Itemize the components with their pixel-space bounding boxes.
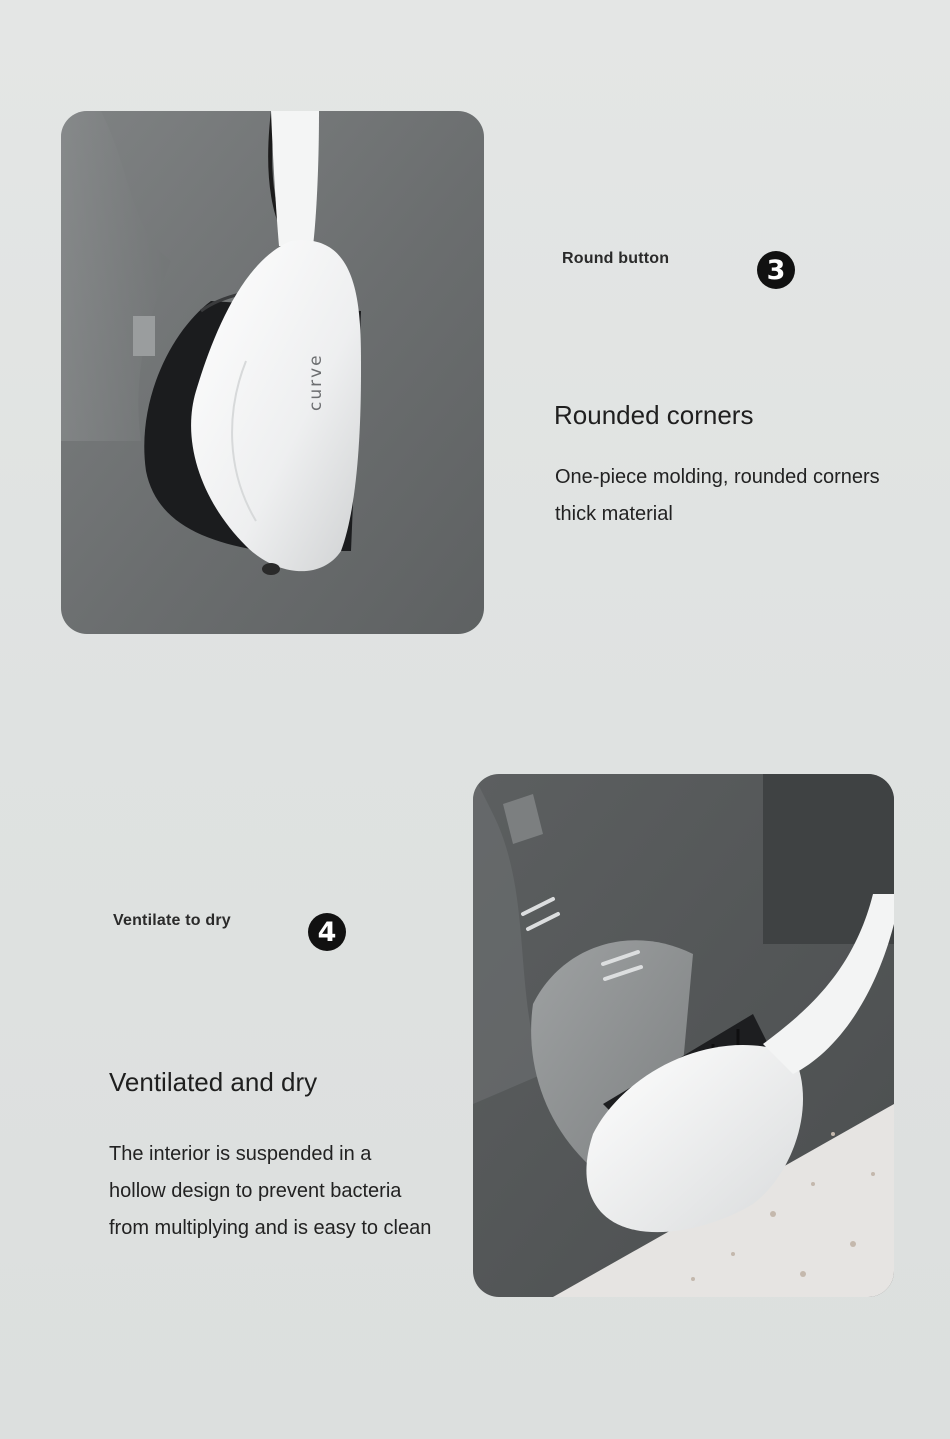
feature-label-ventilate: Ventilate to dry [113,912,231,929]
number-badge-3: 3 [757,251,795,289]
heading-ventilated-dry: Ventilated and dry [109,1067,318,1097]
description-line: from multiplying and is easy to clean [109,1217,432,1239]
description-line: thick material [555,503,673,525]
description-line: One-piece molding, rounded corners [555,466,880,488]
heading-rounded-corners: Rounded corners [554,400,754,430]
number-badge-4: 4 [308,913,346,951]
description-rounded-corners [555,459,880,533]
description-line: hollow design to prevent bacteria [109,1180,402,1202]
product-logo: curve [306,353,326,411]
description-ventilated-dry [109,1136,431,1247]
description-line: The interior is suspended in a [109,1143,372,1165]
product-photo-ventilated [473,774,894,1297]
product-photo-rounded-corners [61,111,484,634]
feature-label-round-button: Round button [562,250,670,267]
